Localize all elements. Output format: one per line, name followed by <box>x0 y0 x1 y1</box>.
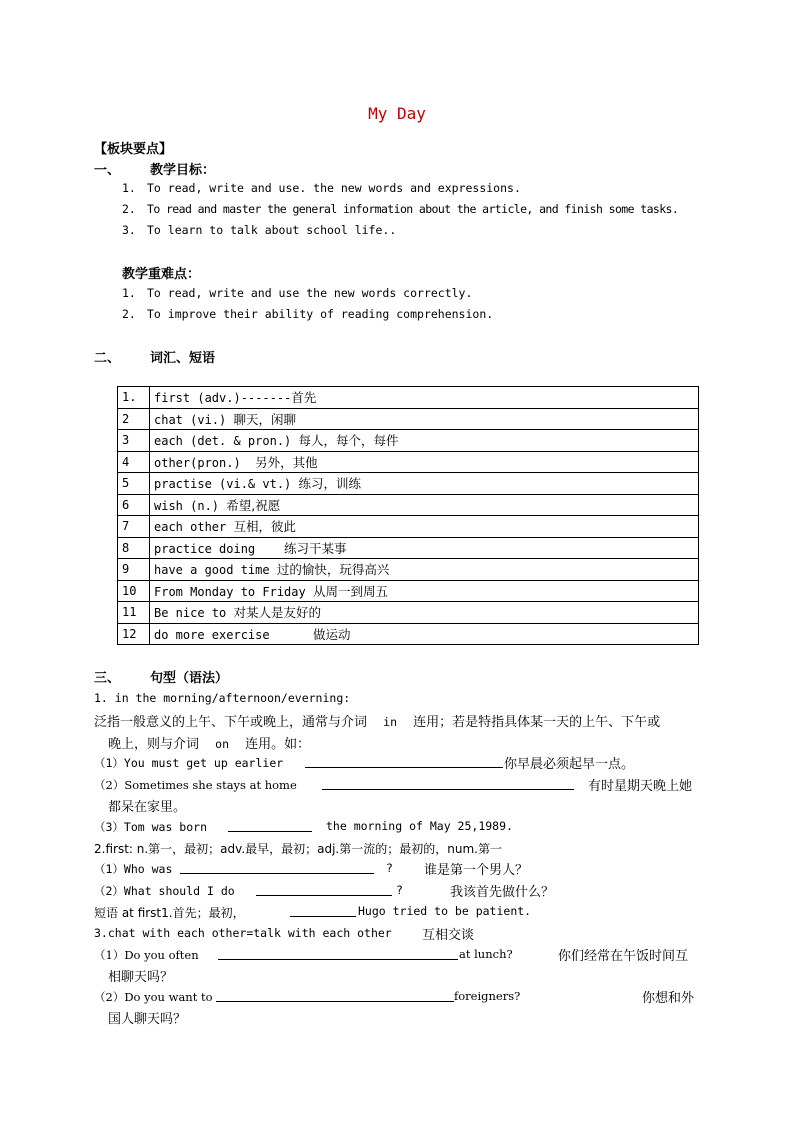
grammar-1-in: in <box>383 715 398 729</box>
table-row <box>118 387 699 409</box>
section-heading: 【板块要点】 <box>94 142 173 157</box>
grammar-1-example-3-b: the morning of May 25,1989. <box>326 819 513 833</box>
point-2-text: To improve their ability of reading comprehension. <box>147 307 494 321</box>
table-row <box>118 494 699 516</box>
grammar-1-line2-a: 晚上，则与介词 <box>108 737 200 752</box>
grammar-1-example-1: （1）You must get up earlier <box>94 756 284 770</box>
table-row <box>118 473 699 495</box>
point-2-num: 2. <box>122 307 136 321</box>
grammar-2-example-2-b: ? <box>396 883 403 897</box>
row-entry <box>150 451 699 473</box>
row-entry <box>150 623 699 645</box>
row-entry <box>150 580 699 602</box>
entry-en: From Monday to Friday <box>154 584 313 599</box>
vocabulary-table <box>117 386 699 645</box>
entry-zh: 从周一到周五 <box>312 583 388 599</box>
row-number: 2 <box>118 408 150 430</box>
grammar-3-example-1-zh: 你们经常在午饭时间互 <box>558 949 689 964</box>
goal-1-num: 1. <box>122 181 136 195</box>
entry-zh: 每人，每个，每件 <box>298 433 399 449</box>
entry-zh: 对某人是友好的 <box>233 605 321 621</box>
grammar-1-example-2: （2）Sometimes she stays at home <box>94 778 297 792</box>
row-entry <box>150 516 699 538</box>
entry-en: first (adv.)------- <box>154 391 292 406</box>
grammar-1-example-3-a: （3）Tom was born <box>94 820 208 834</box>
table-row <box>118 559 699 581</box>
entry-en: other(pron.) <box>154 455 256 470</box>
grammar-3-example-2-a: （2）Do you want to <box>94 990 213 1004</box>
table-row <box>118 623 699 645</box>
row-entry <box>150 387 699 409</box>
table-row <box>118 451 699 473</box>
s2-number: 二、 <box>94 351 121 366</box>
entry-en: practice doing <box>154 541 285 556</box>
entry-en: each (det. & pron.) <box>154 434 299 449</box>
grammar-2-title: 2.first: n.第一，最初；adv.最早，最初；adj.第一流的；最初的，num.第一 <box>94 842 502 856</box>
row-number: 6 <box>118 494 150 516</box>
s3-number: 三、 <box>94 671 121 686</box>
row-number: 11 <box>118 602 150 624</box>
row-number: 7 <box>118 516 150 538</box>
grammar-3-example-2-b: foreigners? <box>454 989 521 1003</box>
grammar-2-example-1-b: ? <box>386 861 393 875</box>
goal-2-num: 2. <box>122 202 136 216</box>
answer-blank[interactable] <box>305 755 503 768</box>
grammar-2-example-1-zh: 谁是第一个男人？ <box>424 863 529 878</box>
grammar-1-line1 <box>94 711 660 730</box>
grammar-3-example-2-zh-cont: 国人聊天吗？ <box>108 1012 187 1027</box>
s1-number: 一、 <box>94 163 121 178</box>
grammar-3-example-2-zh: 你想和外 <box>642 991 695 1006</box>
grammar-2-example-1-a: （1）Who was <box>94 862 173 876</box>
row-number: 9 <box>118 559 150 581</box>
row-entry <box>150 559 699 581</box>
row-number: 10 <box>118 580 150 602</box>
answer-blank[interactable] <box>290 904 356 917</box>
answer-blank[interactable] <box>322 777 574 790</box>
row-number: 12 <box>118 623 150 645</box>
answer-blank[interactable] <box>216 989 454 1002</box>
grammar-1-line1-b: 连用；若是特指具体某一天的上午、下午或 <box>413 715 661 730</box>
goal-3-num: 3. <box>122 223 136 237</box>
entry-en: wish (n.) <box>154 498 227 513</box>
s3-label: 句型（语法） <box>150 671 229 686</box>
answer-blank[interactable] <box>180 861 374 874</box>
grammar-3-example-1-zh-cont: 相聊天吗？ <box>108 970 174 985</box>
table-row <box>118 602 699 624</box>
row-number: 4 <box>118 451 150 473</box>
entry-en: do more exercise <box>154 627 313 642</box>
entry-zh: 练习干某事 <box>284 540 347 556</box>
answer-blank[interactable] <box>256 883 392 896</box>
entry-zh: 希望,祝愿 <box>226 497 281 513</box>
grammar-3-title-zh: 互相交谈 <box>422 928 475 943</box>
answer-blank[interactable] <box>228 819 312 832</box>
grammar-1-example-1-zh: 你早晨必须起早一点。 <box>504 757 635 772</box>
goal-1-text: To read, write and use. the new words and expressions. <box>147 181 521 195</box>
grammar-3-example-1-a: （1）Do you often <box>94 948 199 962</box>
entry-zh: 首先 <box>291 390 317 406</box>
grammar-2-phrase-b: Hugo tried to be patient. <box>358 904 532 918</box>
point-1-text: To read, write and use the new words correctly. <box>147 286 473 300</box>
s1-label: 教学目标： <box>150 163 216 178</box>
row-entry <box>150 494 699 516</box>
row-entry <box>150 408 699 430</box>
point-1-num: 1. <box>122 286 136 300</box>
entry-en: practise (vi.& vt.) <box>154 477 299 492</box>
grammar-1-line2-b: 连用。如： <box>245 737 311 752</box>
goal-3-text: To learn to talk about school life.. <box>147 223 397 237</box>
page-title: My Day <box>368 104 426 123</box>
goal-2-text: To read and master the general information about the article, and finish some tasks. <box>147 202 679 216</box>
row-entry <box>150 602 699 624</box>
entry-en: Be nice to <box>154 606 234 621</box>
entry-zh: 过的愉快，玩得高兴 <box>276 562 390 578</box>
grammar-1-example-2-zh: 有时星期天晚上她 <box>588 779 693 794</box>
s2-label: 词汇、短语 <box>150 351 216 366</box>
grammar-1-example-2-zh-cont: 都呆在家里。 <box>108 800 187 815</box>
grammar-1-line2 <box>108 733 310 752</box>
row-entry <box>150 537 699 559</box>
entry-zh: 聊天，闲聊 <box>233 411 296 427</box>
table-row <box>118 430 699 452</box>
s1-label2: 教学重难点： <box>122 267 201 282</box>
row-number: 1. <box>118 387 150 409</box>
grammar-1-title: 1. in the morning/afternoon/everning: <box>94 691 351 705</box>
entry-zh: 另外，其他 <box>255 454 318 470</box>
grammar-2-phrase-a: 短语 at first1.首先；最初， <box>94 906 245 920</box>
grammar-1-on: on <box>215 737 230 751</box>
entry-en: chat (vi.) <box>154 412 234 427</box>
table-row <box>118 580 699 602</box>
grammar-2-example-2-zh: 我该首先做什么？ <box>450 885 555 900</box>
entry-en: have a good time <box>154 563 277 578</box>
grammar-2-example-2-a: （2）What should I do <box>94 884 235 898</box>
row-entry <box>150 473 699 495</box>
answer-blank[interactable] <box>218 947 458 960</box>
grammar-3-example-1-b: at lunch? <box>459 947 513 961</box>
row-number: 5 <box>118 473 150 495</box>
grammar-3-title: 3.chat with each other=talk with each other <box>94 926 392 940</box>
table-row <box>118 537 699 559</box>
entry-zh: 互相，彼此 <box>233 519 296 535</box>
row-entry <box>150 430 699 452</box>
table-row <box>118 408 699 430</box>
row-number: 3 <box>118 430 150 452</box>
grammar-1-line1-a: 泛指一般意义的上午、下午或晚上，通常与介词 <box>94 715 368 730</box>
entry-zh: 做运动 <box>312 626 351 642</box>
table-row <box>118 516 699 538</box>
entry-en: each other <box>154 520 234 535</box>
row-number: 8 <box>118 537 150 559</box>
entry-zh: 练习，训练 <box>298 476 362 492</box>
